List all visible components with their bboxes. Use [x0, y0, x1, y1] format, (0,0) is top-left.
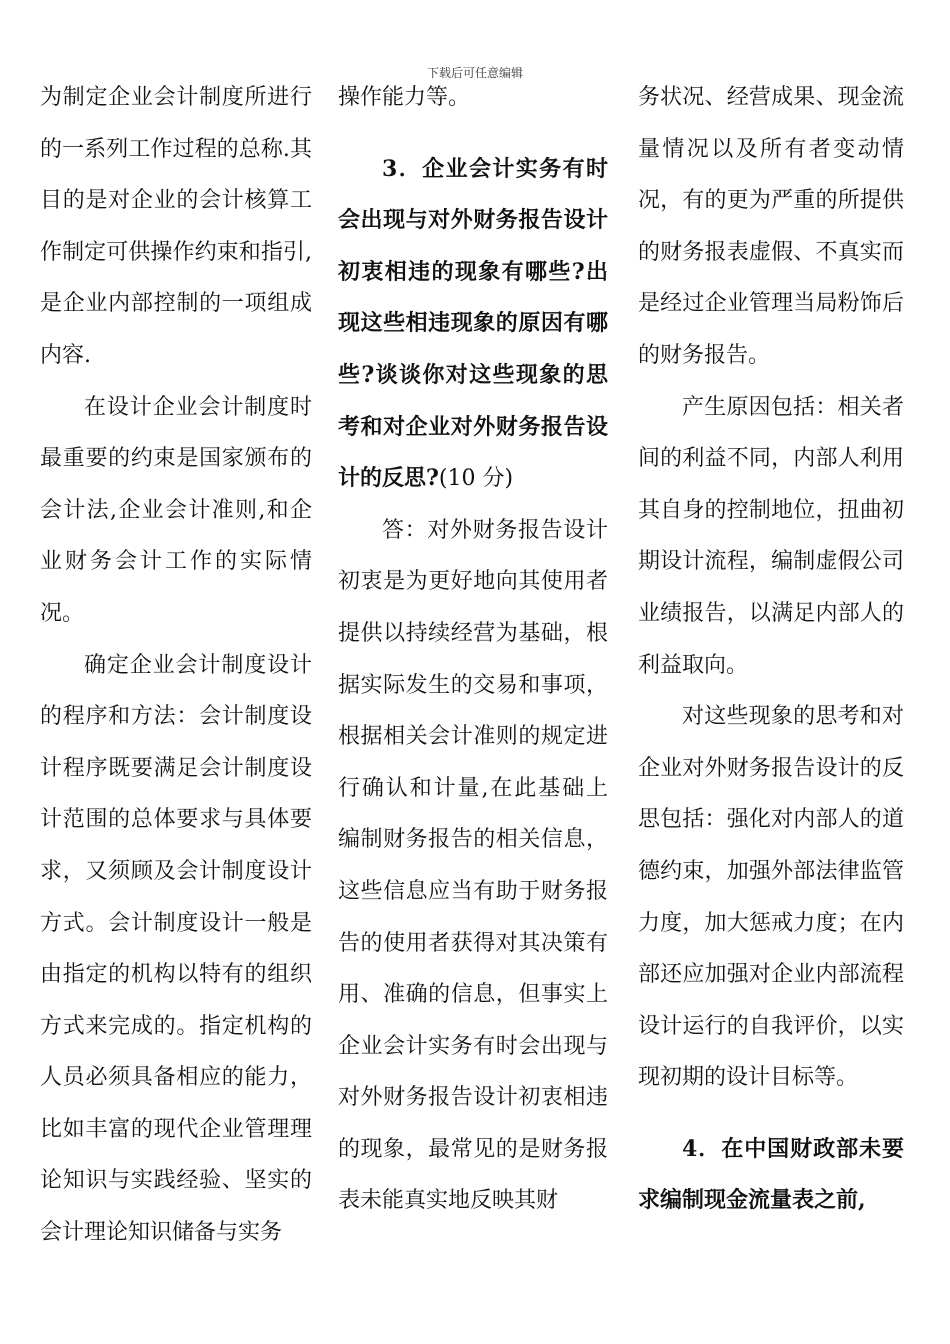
- paragraph: 操作能力等。: [338, 85, 471, 110]
- paragraph: 在设计企业会计制度时最重要的约束是国家颁布的会计法,企业会计准则,和企业财务会计工作的实际情况。: [40, 394, 312, 626]
- question-4: 4．在中国财政部未要求编制现金流量表之前,: [638, 1135, 904, 1214]
- paragraph: 确定企业会计制度设计的程序和方法：会计制度设计程序既要满足会计制度设计范围的总体要求与具体要求，又须顾及会计制度设计方式。会计制度设计一般是由指定的机构以特有的组织方式来完成的。指定机构的人员必须具备相应的能力，比如丰富的现代企业管理理论知识与实践经验、坚实的会计理论知识储备与实务: [40, 652, 312, 1246]
- paragraph: 产生原因包括：相关者间的利益不同，内部人利用其自身的控制地位，扭曲初期设计流程，编制虚假公司业绩报告，以满足内部人的利益取向。: [638, 394, 904, 678]
- paragraph: 务状况、经营成果、现金流量情况以及所有者变动情况，有的更为严重的所提供的财务报表虚假、不真实而是经过企业管理当局粉饰后的财务报告。: [638, 85, 904, 368]
- text-column-left: [40, 72, 312, 1259]
- answer-paragraph: 答：对外财务报告设计初衷是为更好地向其使用者提供以持续经营为基础，根据实际发生的交易和事项，根据相关会计准则的规定进行确认和计量,在此基础上编制财务报告的相关信息，这些信息应当有助于财务报告的使用者获得对其决策有用、准确的信息，但事实上企业会计实务有时会出现与对外财务报告设计初衷相违的现象，最常见的是财务报表未能真实地反映其财: [338, 517, 608, 1214]
- question-3-text: 3．企业会计实务有时会出现与对外财务报告设计初衷相违的现象有哪些?出现这些相违现象的原因有哪些?谈谈你对这些现象的思考和对企业对外财务报告设计的反思?: [338, 155, 608, 492]
- text-column-middle: [338, 72, 608, 1227]
- question-3: [338, 144, 608, 505]
- page-header: 下载后可任意编辑: [426, 66, 523, 80]
- question-3-score: (10 分): [438, 466, 514, 492]
- paragraph: 为制定企业会计制度所进行的一系列工作过程的总称.其目的是对企业的会计核算工作制定可供操作约束和指引,是企业内部控制的一项组成内容.: [40, 85, 312, 368]
- text-column-right: [638, 72, 904, 1227]
- paragraph: 对这些现象的思考和对企业对外财务报告设计的反思包括：强化对内部人的道德约束，加强外部法律监管力度，加大惩戒力度；在内部还应加强对企业内部流程设计运行的自我评价，以实现初期的设计目标等。: [638, 704, 904, 1091]
